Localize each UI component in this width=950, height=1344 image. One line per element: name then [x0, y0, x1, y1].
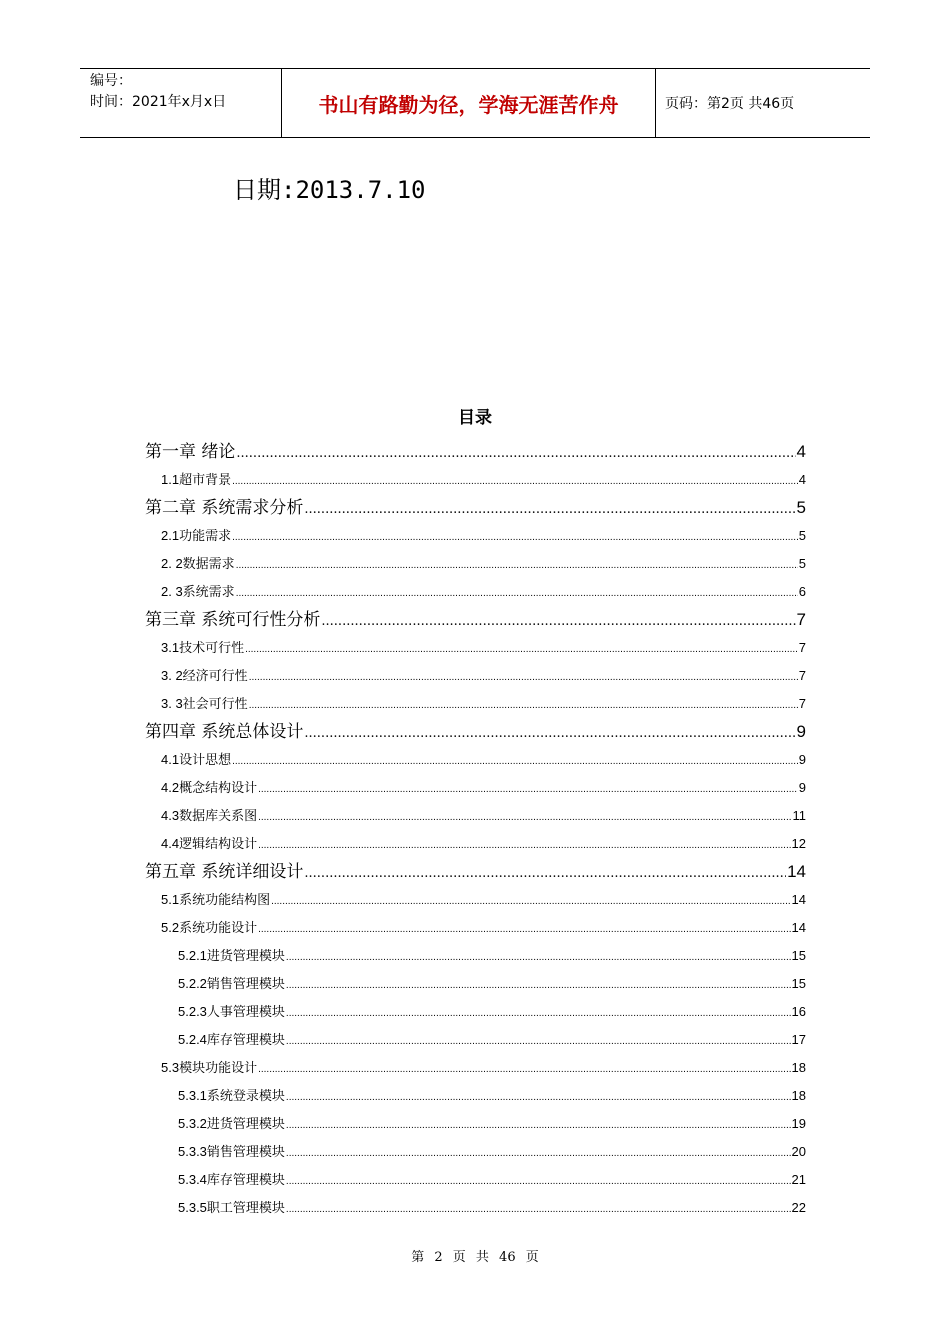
- toc-entry-page: 7: [798, 640, 806, 655]
- toc-entry-page: 7: [796, 610, 806, 629]
- page-header: [80, 68, 870, 138]
- toc-leader-dots: [321, 606, 795, 636]
- toc-entry-page: 7: [798, 696, 806, 711]
- toc-entry-page: 18: [791, 1088, 806, 1103]
- header-meta: [80, 69, 281, 137]
- page-footer: 第 2 页 共 46 页: [411, 1250, 539, 1265]
- toc-entry-page: 11: [792, 808, 806, 823]
- toc-entry[interactable]: [161, 774, 806, 802]
- toc-entry-title: 5.2.2销售管理模块: [178, 976, 285, 991]
- toc-entry[interactable]: [145, 494, 806, 522]
- toc-entry-page: 9: [798, 752, 806, 767]
- toc-entry[interactable]: [178, 942, 806, 970]
- number-label: 编号：: [90, 73, 132, 89]
- toc-entry[interactable]: [161, 886, 806, 914]
- toc-entry-page: 15: [791, 976, 806, 991]
- toc-entry-page: 17: [791, 1032, 806, 1047]
- toc-entry-title: 5.3.4库存管理模块: [178, 1172, 285, 1187]
- toc-entry-title: 2.1功能需求: [161, 528, 232, 543]
- toc-entry-page: 15: [791, 948, 806, 963]
- toc-entry[interactable]: [161, 662, 806, 690]
- toc-entry[interactable]: [161, 550, 806, 578]
- toc-leader-dots: [258, 914, 790, 944]
- toc-leader-dots: [286, 1026, 791, 1056]
- toc-entry-page: 4: [796, 442, 806, 461]
- toc-entry[interactable]: [178, 1194, 806, 1222]
- toc-leader-dots: [258, 774, 798, 804]
- toc-entry-title: 5.3.3销售管理模块: [178, 1144, 285, 1159]
- toc-entry[interactable]: [161, 830, 806, 858]
- toc-entry-page: 9: [798, 780, 806, 795]
- toc-entry-page: 5: [798, 528, 806, 543]
- toc-entry-page: 14: [787, 862, 806, 881]
- toc-entry-title: 5.2.1进货管理模块: [178, 948, 285, 963]
- toc-entry[interactable]: [161, 578, 806, 606]
- toc-entry[interactable]: [161, 634, 806, 662]
- toc-entry-title: 5.1系统功能结构图: [161, 892, 271, 907]
- toc-entry-title: 2. 3系统需求: [161, 584, 235, 599]
- toc-entry[interactable]: [161, 802, 806, 830]
- toc-leader-dots: [286, 998, 791, 1028]
- toc-entry-page: 16: [791, 1004, 806, 1019]
- toc-leader-dots: [245, 634, 798, 664]
- date-line: 日期:2013.7.10: [233, 176, 426, 204]
- toc-entry-page: 5: [798, 556, 806, 571]
- toc-entry-title: 第二章 系统需求分析: [145, 498, 304, 518]
- toc-entry-title: 5.3.2进货管理模块: [178, 1116, 285, 1131]
- toc-leader-dots: [304, 494, 795, 524]
- toc-leader-dots: [258, 830, 790, 860]
- toc-entry[interactable]: [178, 1026, 806, 1054]
- toc-entry[interactable]: [145, 858, 806, 886]
- toc-entry[interactable]: [145, 606, 806, 634]
- toc-entry-title: 4.2概念结构设计: [161, 780, 258, 795]
- toc-entry-page: 14: [791, 892, 806, 907]
- toc-entry[interactable]: [145, 438, 806, 466]
- toc-entry-title: 4.3数据库关系图: [161, 808, 258, 823]
- toc-leader-dots: [232, 466, 798, 496]
- time-label: 时间：2021年x月x日: [90, 94, 227, 110]
- header-motto: 书山有路勤为径，学海无涯苦作舟: [281, 69, 656, 137]
- toc-entry-title: 3.1技术可行性: [161, 640, 245, 655]
- toc-entry-page: 9: [796, 722, 806, 741]
- toc-leader-dots: [286, 1166, 791, 1196]
- toc-leader-dots: [304, 858, 786, 888]
- toc-leader-dots: [286, 970, 791, 1000]
- toc-title: 目录: [458, 408, 492, 428]
- toc-entry[interactable]: [178, 970, 806, 998]
- toc-leader-dots: [286, 942, 791, 972]
- toc-entry-title: 1.1超市背景: [161, 472, 232, 487]
- toc-leader-dots: [304, 718, 795, 748]
- header-page-info: 页码：第2页 共46页: [665, 96, 795, 112]
- toc-entry-title: 第五章 系统详细设计: [145, 862, 304, 882]
- toc-entry-title: 5.2.3人事管理模块: [178, 1004, 285, 1019]
- toc-leader-dots: [286, 1082, 791, 1112]
- toc-entry-page: 19: [791, 1116, 806, 1131]
- toc-entry[interactable]: [178, 1166, 806, 1194]
- toc-entry-title: 第三章 系统可行性分析: [145, 610, 321, 630]
- toc-leader-dots: [249, 690, 798, 720]
- toc-entry-title: 5.2.4库存管理模块: [178, 1032, 285, 1047]
- toc-entry-page: 5: [796, 498, 806, 517]
- toc-entry-title: 第一章 绪论: [145, 442, 236, 462]
- toc-entry-title: 3. 3社会可行性: [161, 696, 248, 711]
- toc-entry-title: 5.3.5职工管理模块: [178, 1200, 285, 1215]
- toc-entry[interactable]: [178, 1082, 806, 1110]
- toc-entry-page: 7: [798, 668, 806, 683]
- toc-entry[interactable]: [161, 466, 806, 494]
- toc-leader-dots: [286, 1110, 791, 1140]
- toc-leader-dots: [236, 550, 798, 580]
- toc-entry[interactable]: [161, 746, 806, 774]
- toc-entry[interactable]: [161, 914, 806, 942]
- toc-leader-dots: [271, 886, 790, 916]
- toc-entry-title: 3. 2经济可行性: [161, 668, 248, 683]
- toc-entry[interactable]: [161, 1054, 806, 1082]
- toc-entry-page: 18: [791, 1060, 806, 1075]
- toc-entry-title: 5.3模块功能设计: [161, 1060, 258, 1075]
- toc-entry-page: 21: [791, 1172, 806, 1187]
- toc-leader-dots: [258, 802, 791, 832]
- toc-entry-page: 4: [798, 472, 806, 487]
- toc-leader-dots: [286, 1138, 791, 1168]
- toc-entry[interactable]: [178, 1138, 806, 1166]
- toc-leader-dots: [232, 522, 798, 552]
- toc-entry-page: 14: [791, 920, 806, 935]
- toc-leader-dots: [232, 746, 798, 776]
- toc-entry[interactable]: [145, 718, 806, 746]
- toc-entry-title: 4.4逻辑结构设计: [161, 836, 258, 851]
- toc-leader-dots: [258, 1054, 790, 1084]
- toc-leader-dots: [249, 662, 798, 692]
- toc-entry-title: 5.2系统功能设计: [161, 920, 258, 935]
- toc-entry-title: 2. 2数据需求: [161, 556, 235, 571]
- toc-entry[interactable]: [161, 522, 806, 550]
- toc-entry-page: 22: [791, 1200, 806, 1215]
- toc-entry[interactable]: [178, 998, 806, 1026]
- toc-leader-dots: [286, 1194, 791, 1224]
- toc-entry[interactable]: [161, 690, 806, 718]
- toc-entry-page: 6: [798, 584, 806, 599]
- toc-leader-dots: [236, 578, 798, 608]
- toc-entry[interactable]: [178, 1110, 806, 1138]
- toc-entry-page: 20: [791, 1144, 806, 1159]
- toc-entry-title: 4.1设计思想: [161, 752, 232, 767]
- toc-entry-title: 5.3.1系统登录模块: [178, 1088, 285, 1103]
- toc-leader-dots: [236, 438, 795, 468]
- toc-entry-title: 第四章 系统总体设计: [145, 722, 304, 742]
- toc-entry-page: 12: [791, 836, 806, 851]
